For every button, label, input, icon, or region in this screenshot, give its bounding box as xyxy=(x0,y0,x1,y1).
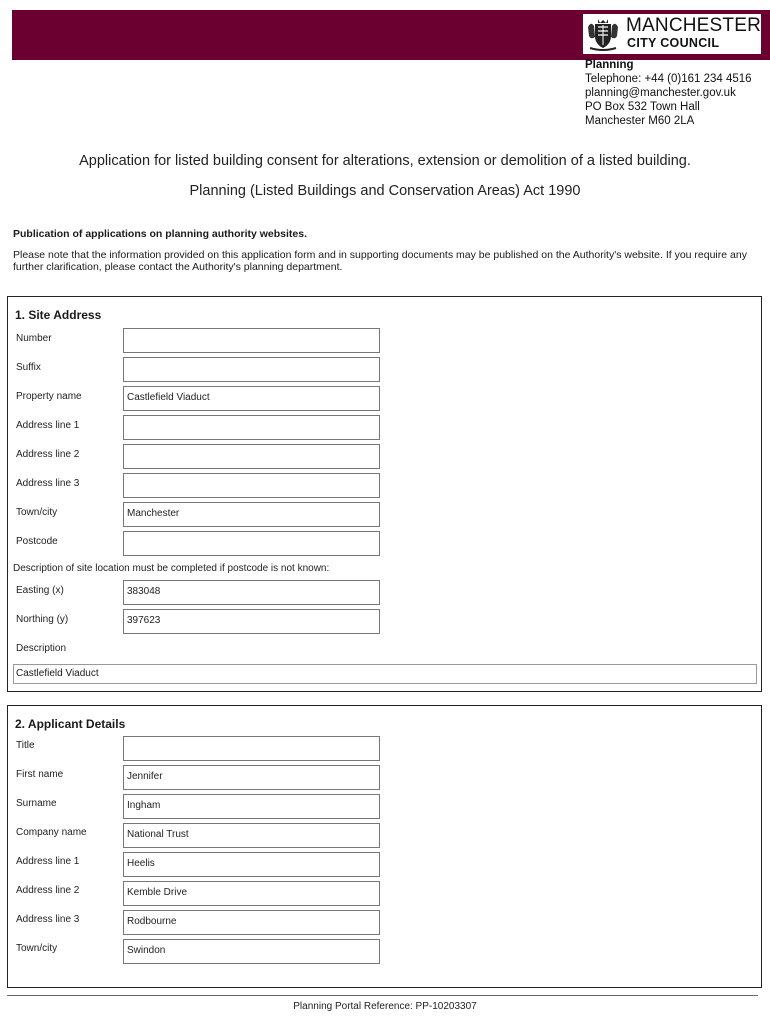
page-subtitle: Planning (Listed Buildings and Conservation Areas) Act 1990 xyxy=(189,183,581,199)
city-postcode: Manchester M60 2LA xyxy=(585,115,695,127)
property-name-input[interactable] xyxy=(123,386,380,411)
telephone: Telephone: +44 (0)161 234 4516 xyxy=(585,73,752,85)
field-value: 397623 xyxy=(127,615,161,626)
field-value: Castlefield Viaduct xyxy=(127,392,210,403)
field-label: Address line 1 xyxy=(16,856,80,867)
address-line-1-input[interactable] xyxy=(123,415,380,440)
applicant-address-line-1-input[interactable] xyxy=(123,852,380,877)
email: planning@manchester.gov.uk xyxy=(585,87,736,99)
applicant-town-city-input[interactable] xyxy=(123,939,380,964)
field-value: Jennifer xyxy=(127,771,163,782)
page-title: Application for listed building consent for alterations, extension or demolition of a listed building. xyxy=(79,153,691,169)
department-name: Planning xyxy=(585,59,634,71)
postcode-input[interactable] xyxy=(123,531,380,556)
field-label: Postcode xyxy=(16,536,58,547)
footer-divider xyxy=(7,995,758,996)
northing-input[interactable] xyxy=(123,609,380,634)
brand-subname: CITY COUNCIL xyxy=(627,36,720,50)
field-value: Ingham xyxy=(127,800,161,811)
council-logo xyxy=(583,14,761,54)
field-label: Surname xyxy=(16,798,57,809)
field-value: Castlefield Viaduct xyxy=(16,668,99,679)
field-value: Rodbourne xyxy=(127,916,177,927)
field-label: Town/city xyxy=(16,507,58,518)
description-label: Description xyxy=(16,643,67,654)
publication-heading: Publication of applications on planning authority websites. xyxy=(13,228,308,240)
field-value: Swindon xyxy=(127,945,166,956)
applicant-address-line-3-input[interactable] xyxy=(123,910,380,935)
field-value: Manchester xyxy=(127,508,180,519)
title-input[interactable] xyxy=(123,736,380,761)
site-address-section xyxy=(7,296,762,692)
coat-of-arms-icon xyxy=(586,17,620,51)
field-label: First name xyxy=(16,769,64,780)
field-value: 383048 xyxy=(127,586,161,597)
field-label: Title xyxy=(16,740,35,751)
field-label: Northing (y) xyxy=(16,614,69,625)
field-label: Address line 3 xyxy=(16,478,80,489)
suffix-input[interactable] xyxy=(123,357,380,382)
address-line-3-input[interactable] xyxy=(123,473,380,498)
field-label: Address line 2 xyxy=(16,885,80,896)
description-input[interactable] xyxy=(13,664,757,684)
field-label: Address line 2 xyxy=(16,449,80,460)
surname-input[interactable] xyxy=(123,794,380,819)
field-label: Company name xyxy=(16,827,87,838)
publication-note: Please note that the information provided on this application form and in supporting documents may be published on the Authority's website. If you require any further clarification, please contact the Authority's planning department. xyxy=(13,249,747,273)
easting-input[interactable] xyxy=(123,580,380,605)
field-label: Address line 3 xyxy=(16,914,80,925)
contact-block xyxy=(585,58,752,128)
field-value: National Trust xyxy=(127,829,189,840)
portal-reference: Planning Portal Reference: PP-10203307 xyxy=(293,1001,477,1012)
applicant-details-section xyxy=(7,705,762,988)
address-line-2-input[interactable] xyxy=(123,444,380,469)
field-label: Suffix xyxy=(16,362,41,373)
field-label: Easting (x) xyxy=(16,585,64,596)
section-heading: 2. Applicant Details xyxy=(15,717,126,731)
applicant-address-line-2-input[interactable] xyxy=(123,881,380,906)
field-label: Number xyxy=(16,333,52,344)
field-value: Heelis xyxy=(127,858,155,869)
brand-name: MANCHESTER xyxy=(626,15,762,36)
company-name-input[interactable] xyxy=(123,823,380,848)
first-name-input[interactable] xyxy=(123,765,380,790)
field-label: Address line 1 xyxy=(16,420,80,431)
town-city-input[interactable] xyxy=(123,502,380,527)
field-label: Town/city xyxy=(16,943,58,954)
po-box: PO Box 532 Town Hall xyxy=(585,101,700,113)
number-input[interactable] xyxy=(123,328,380,353)
field-label: Property name xyxy=(16,391,82,402)
section-heading: 1. Site Address xyxy=(15,308,102,322)
field-value: Kemble Drive xyxy=(127,887,188,898)
location-note: Description of site location must be completed if postcode is not known: xyxy=(13,563,330,574)
